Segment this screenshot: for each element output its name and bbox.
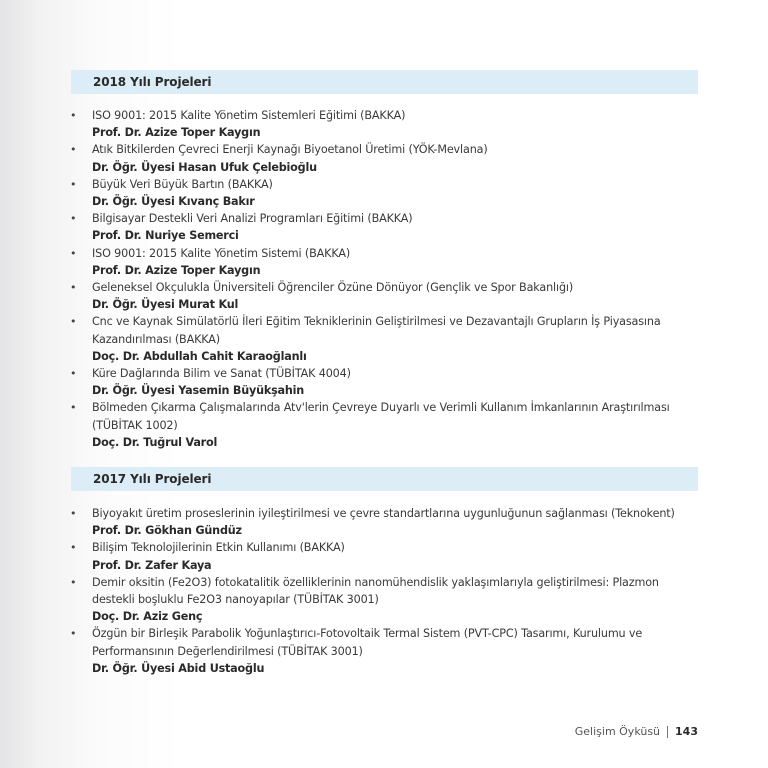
bullet-icon: • — [70, 507, 77, 520]
bullet-icon: • — [70, 212, 77, 226]
project-title: Küre Dağlarında Bilim ve Sanat (TÜBİTAK 4004) — [92, 367, 351, 381]
project-lead: Doç. Dr. Tuğrul Varol — [92, 435, 218, 449]
list-item — [70, 107, 700, 141]
page-footer — [575, 725, 698, 738]
project-lead: Dr. Öğr. Üyesi Abid Ustaoğlu — [92, 661, 265, 675]
bullet-icon: • — [70, 627, 77, 641]
list-item — [70, 399, 700, 451]
section-header-2018: 2018 Yılı Projeleri — [71, 70, 698, 94]
list-item — [70, 574, 700, 626]
project-title: Demir oksitin (Fe2O3) fotokatalitik özelliklerinin nanomühendislik yaklaşımlarıyla geliştirilmesi: Plazmon destekli boşluklu Fe2O3 nanoyapılar (TÜBİTAK 3001) — [92, 575, 659, 607]
project-title: Büyük Veri Büyük Bartın (BAKKA) — [92, 177, 273, 191]
project-title: Atık Bitkilerden Çevreci Enerji Kaynağı Biyoetanol Üretimi (YÖK-Mevlana) — [92, 143, 488, 157]
project-lead: Dr. Öğr. Üyesi Yasemin Büyükşahin — [92, 384, 305, 398]
bullet-icon: • — [70, 541, 77, 555]
bullet-icon: • — [70, 367, 77, 381]
project-title: Bilişim Teknolojilerinin Etkin Kullanımı (BAKKA) — [92, 541, 345, 555]
project-lead: Prof. Dr. Azize Toper Kaygın — [92, 263, 261, 277]
list-item — [70, 279, 700, 313]
project-lead: Doç. Dr. Abdullah Cahit Karaoğlanlı — [92, 349, 307, 363]
project-lead: Prof. Dr. Nuriye Semerci — [92, 229, 239, 243]
list-item — [70, 539, 700, 573]
section-header-2017: 2017 Yılı Projeleri — [71, 467, 698, 491]
list-item — [70, 176, 700, 210]
project-title: ISO 9001: 2015 Kalite Yönetim Sistemleri Eğitimi (BAKKA) — [92, 109, 406, 122]
project-lead: Dr. Öğr. Üyesi Murat Kul — [92, 298, 239, 312]
project-title: Bölmeden Çıkarma Çalışmalarında Atv'lerin Çevreye Duyarlı ve Verimli Kullanım İmkanlarının Araştırılması (TÜBİTAK 1002) — [92, 401, 670, 432]
bullet-icon: • — [70, 246, 77, 260]
footer-divider — [667, 726, 668, 738]
project-lead: Doç. Dr. Aziz Genç — [92, 610, 203, 624]
project-title: Geleneksel Okçulukla Üniversiteli Öğrenciler Özüne Dönüyor (Gençlik ve Spor Bakanlığı) — [92, 281, 574, 295]
project-lead: Prof. Dr. Zafer Kaya — [92, 558, 212, 572]
page-number: 143 — [675, 725, 698, 738]
list-item — [70, 210, 700, 244]
project-lead: Prof. Dr. Gökhan Gündüz — [92, 524, 242, 538]
bullet-icon: • — [70, 177, 77, 191]
bullet-icon: • — [70, 401, 77, 415]
bullet-icon: • — [70, 281, 77, 295]
bullet-icon: • — [70, 143, 77, 157]
bullet-icon: • — [70, 109, 77, 122]
project-lead: Dr. Öğr. Üyesi Hasan Ufuk Çelebioğlu — [92, 160, 317, 174]
project-title: ISO 9001: 2015 Kalite Yönetim Sistemi (BAKKA) — [92, 246, 351, 260]
list-item — [70, 313, 700, 365]
project-title: Cnc ve Kaynak Simülatörlü İleri Eğitim Tekniklerinin Geliştirilmesi ve Dezavantajlı Grupların İş Piyasasına Kazandırılması (BAKKA) — [92, 315, 661, 346]
project-lead: Prof. Dr. Azize Toper Kaygın — [92, 126, 261, 140]
bullet-icon: • — [70, 575, 77, 589]
list-item — [70, 365, 700, 399]
list-item — [70, 625, 700, 677]
project-list-2018 — [70, 107, 700, 451]
list-item — [70, 505, 700, 539]
project-title: Biyoyakıt üretim proseslerinin iyileştirilmesi ve çevre standartlarına uygunluğunun sağlanması (Teknokent) — [92, 507, 675, 520]
project-lead: Dr. Öğr. Üyesi Kıvanç Bakır — [92, 195, 255, 209]
bullet-icon: • — [70, 315, 77, 329]
project-list-2017 — [70, 505, 700, 677]
list-item — [70, 245, 700, 279]
footer-chapter-title: Gelişim Öyküsü — [574, 725, 661, 738]
project-title: Özgün bir Birleşik Parabolik Yoğunlaştırıcı-Fotovoltaik Termal Sistem (PVT-CPC) Tasarımı, Kurulumu ve Performansının Değerlendirilmesi (TÜBİTAK 3001) — [92, 627, 643, 658]
list-item — [70, 141, 700, 175]
project-title: Bilgisayar Destekli Veri Analizi Programları Eğitimi (BAKKA) — [92, 212, 413, 226]
